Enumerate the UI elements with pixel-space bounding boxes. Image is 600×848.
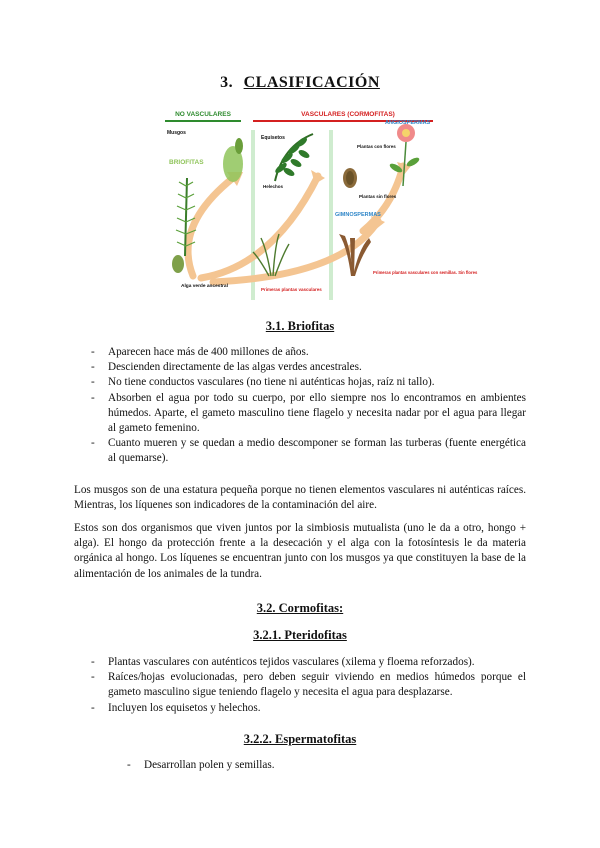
separator-1 [251,130,255,300]
label-plantas-con-flores: Plantas con flores [357,144,396,149]
list-item: - Absorben el agua por todo su cuerpo, por ello siempre nos lo encontramos en ambientes húmedos. Aparte, el gameto masculino tiene flagelo y necesita nadar por el agua para llegar al gameto femenino. [91,391,526,437]
list-item: - No tiene conductos vasculares (no tiene ni auténticas hojas, raíz ni tallo). [91,375,526,390]
label-helechos: Helechos [263,184,284,189]
fern-illustration [274,134,313,181]
list-item: - Cuanto mueren y se quedan a medio descomponer se forman las turberas (fuente energética al quemarse). [91,436,526,466]
section-title-text: CLASIFICACIÓN [243,74,380,91]
list-item: - Desarrollan polen y semillas. [127,758,527,773]
label-equisetos: Equisetos [261,135,285,141]
flower-illustration [388,124,420,186]
separator-2 [329,130,333,300]
espermatofitas-list [127,758,527,773]
label-vasculares: VASCULARES (CORMOFITAS) [301,111,395,118]
section-title [0,74,600,92]
label-primeras-vasculares: Primeras plantas vasculares [261,287,322,292]
label-gimnospermas: GIMNOSPERMAS [335,212,381,218]
list-item: - Incluyen los equisetos y helechos. [91,701,526,716]
label-briofitas: BRIOFITAS [169,159,204,166]
pteridofitas-list [91,655,526,716]
heading-espermatofitas: 3.2.2. Espermatofitas [243,732,357,746]
list-item: - Descienden directamente de las algas verdes ancestrales. [91,360,526,375]
label-plantas-sin-flores: Plantas sin flores [359,194,397,199]
label-alga: Alga verde ancestral [181,284,228,289]
heading-pteridofitas: 3.2.1. Pteridofitas [253,628,347,642]
label-primeras-semillas: Primeras plantas vasculares con semillas. Sin flores [373,270,478,275]
plant-evolution-figure [163,106,478,302]
list-item: - Aparecen hace más de 400 millones de años. [91,345,526,360]
paragraph-liquenes: Estos son dos organismos que viven juntos por la simbiosis mutualista (uno le da a otro, hongo + alga). El hongo da protección frente a la desecación y el alga con la fotosíntesis le da materia orgánica al hongo. Los líquenes se encuentran junto con los musgos ya que constituyen la base de la alimentación de los animales de la tundra. [74,522,526,580]
heading-briofitas: 3.1. Briofitas [265,319,335,333]
briofitas-list [91,345,526,467]
evolution-arrows [188,166,403,282]
conifer-illustration [343,168,357,188]
label-no-vasculares: NO VASCULARES [175,111,231,118]
list-item: - Raíces/hojas evolucionadas, pero deben seguir viviendo en medios húmedos porque el gameto masculino sigue teniendo flagelo y necesita el agua para desplazarse. [91,670,526,700]
list-item: - Plantas vasculares con auténticos tejidos vasculares (xilema y floema reforzados). [91,655,526,670]
heading-cormofitas: 3.2. Cormofitas: [256,601,344,615]
label-angiospermas: ANGIOSPERMAS [385,120,431,126]
paragraph-musgos: Los musgos son de una estatura pequeña porque no tienen elementos vasculares ni auténticas raíces. Mientras, los líquenes son indicadores de la contaminación del aire. [74,484,526,512]
label-musgos: Musgos [167,130,186,136]
section-number: 3. [220,74,234,91]
